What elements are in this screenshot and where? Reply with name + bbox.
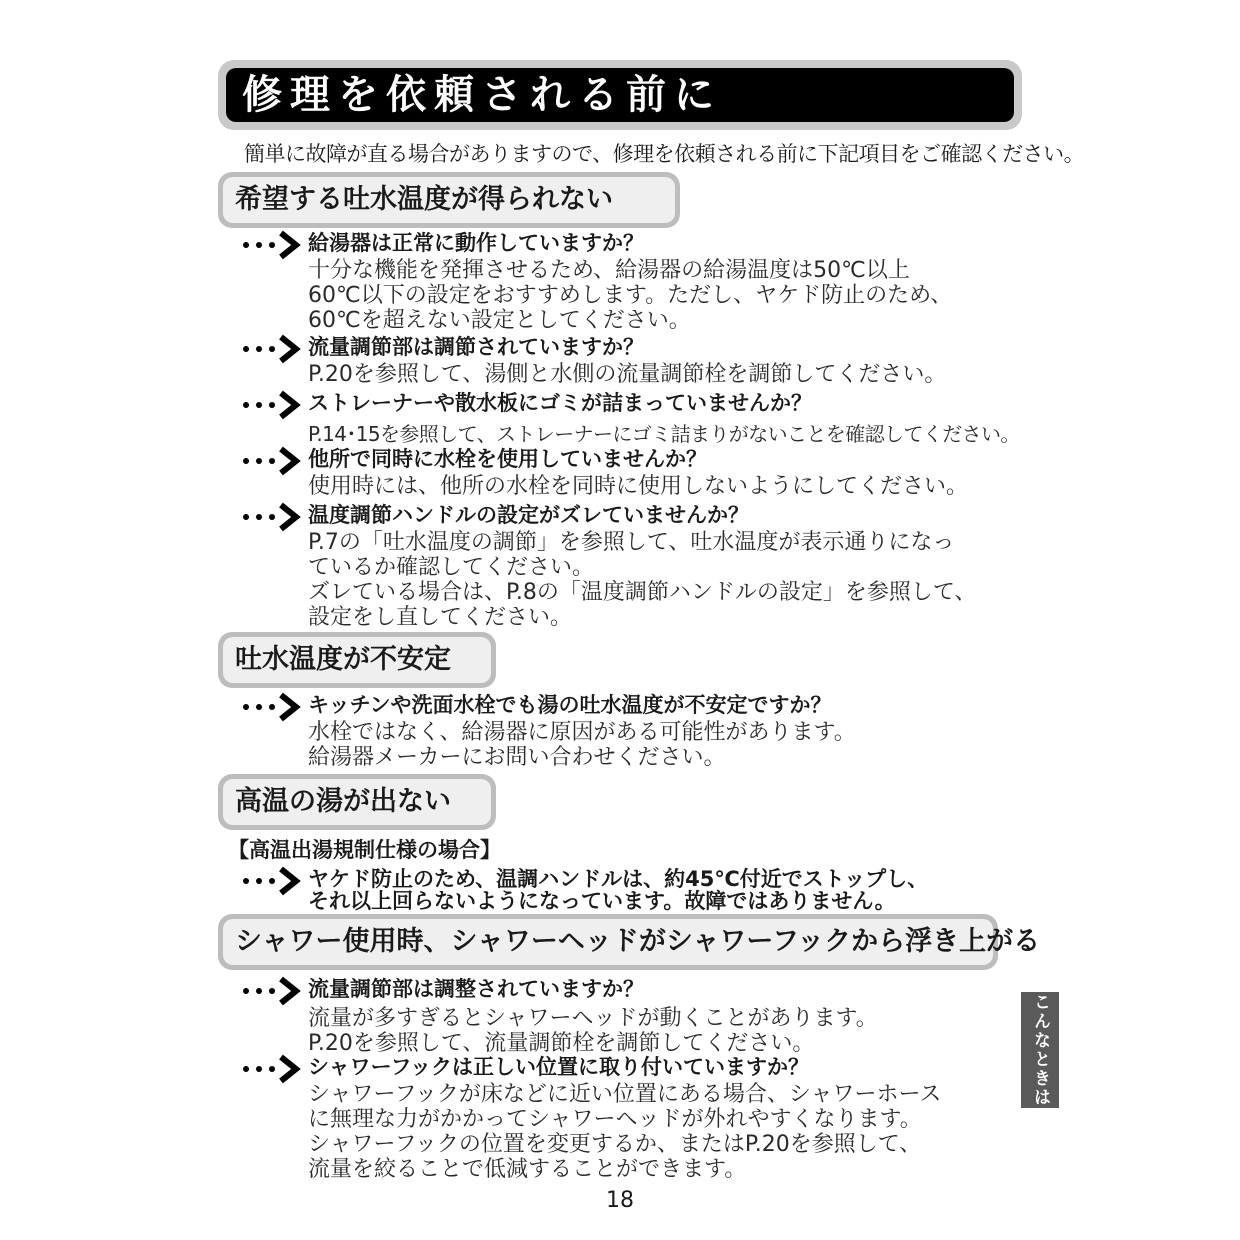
dotted-arrow-icon [240, 446, 304, 476]
answer-line: ズレている場合は、P.8の「温度調節ハンドルの設定」を参照して、 [308, 580, 977, 605]
question-text: 流量調節部は調整されていますか？ [308, 977, 644, 1001]
answer-line: に無理な力がかかってシャワーヘッドが外れやすくなります。 [308, 1107, 922, 1132]
answer-line: 流量が多すぎるとシャワーヘッドが動くことがあります。 [308, 1006, 878, 1031]
section-heading-no-hot-water: 高温の湯が出ない [218, 774, 496, 830]
page-title: 修理を依頼される前に [226, 68, 1014, 122]
answer-line: 十分な機能を発揮させるため、給湯器の給湯温度は50℃以上 [308, 258, 910, 283]
dotted-arrow-icon [240, 866, 304, 896]
question-text: 給湯器は正常に動作していますか？ [308, 231, 644, 255]
dotted-arrow-icon [240, 390, 304, 420]
answer-line: シャワーフックの位置を変更するか、またはP.20を参照して、 [308, 1132, 922, 1157]
answer-line: P.20を参照して、流量調節栓を調節してください。 [308, 1031, 815, 1056]
section-heading-temperature: 希望する吐水温度が得られない [218, 172, 680, 228]
side-tab-troubleshooting: こんなときは [1021, 992, 1059, 1108]
section-heading-shower-hook: シャワー使用時、シャワーヘッドがシャワーフックから浮き上がる [218, 914, 998, 970]
answer-line: P.7の「吐水温度の調節」を参照して、吐水温度が表示通りになっ [308, 530, 955, 555]
answer-line: ているか確認してください。 [308, 555, 595, 580]
dotted-arrow-icon [240, 1054, 304, 1084]
page-title-banner [218, 60, 1022, 130]
question-text: 流量調節部は調節されていますか？ [308, 335, 644, 359]
answer-line: 流量を絞ることで低減することができます。 [308, 1157, 747, 1182]
question-text: ストレーナーや散水板にゴミが詰まっていませんか？ [308, 391, 812, 415]
question-text: 温度調節ハンドルの設定がズレていませんか？ [308, 503, 749, 527]
note-text: それ以上回らないようになっています。故障ではありません。 [308, 889, 896, 913]
dotted-arrow-icon [240, 502, 304, 532]
dotted-arrow-icon [240, 334, 304, 364]
answer-line: 設定をし直してください。 [308, 605, 573, 630]
question-text: キッチンや洗面水栓でも湯の吐水温度が不安定ですか？ [308, 693, 832, 717]
question-text: 他所で同時に水栓を使用していませんか？ [308, 447, 707, 471]
answer-line: P.20を参照して、湯側と水側の流量調節栓を調節してください。 [308, 362, 947, 387]
answer-line: 給湯器メーカーにお問い合わせください。 [308, 745, 726, 770]
answer-line: P.14･15を参照して、ストレーナーにゴミ詰まりがないことを確認してください。 [308, 422, 1020, 446]
dotted-arrow-icon [240, 976, 304, 1006]
dotted-arrow-icon [240, 230, 304, 260]
answer-line: シャワーフックが床などに近い位置にある場合、シャワーホース [308, 1082, 942, 1107]
sub-label: 【高温出湯規制仕様の場合】 [228, 838, 501, 862]
answer-line: 60℃を超えない設定としてください。 [308, 308, 691, 333]
answer-line: 60℃以下の設定をおすすめします。ただし、ヤケド防止のため、 [308, 283, 953, 308]
answer-line: 使用時には、他所の水栓を同時に使用しないようにしてください。 [308, 474, 969, 499]
answer-line: 水栓ではなく、給湯器に原因がある可能性があります。 [308, 720, 856, 745]
dotted-arrow-icon [240, 692, 304, 722]
page-number: 18 [606, 1188, 634, 1213]
question-text: シャワーフックは正しい位置に取り付いていますか？ [308, 1055, 810, 1079]
note-text: ヤケド防止のため、温調ハンドルは、約45℃付近でストップし、 [308, 867, 929, 891]
intro-text: 簡単に故障が直る場合がありますので、修理を依頼される前に下記項目をご確認ください。 [244, 142, 1085, 166]
section-heading-unstable: 吐水温度が不安定 [218, 632, 496, 688]
